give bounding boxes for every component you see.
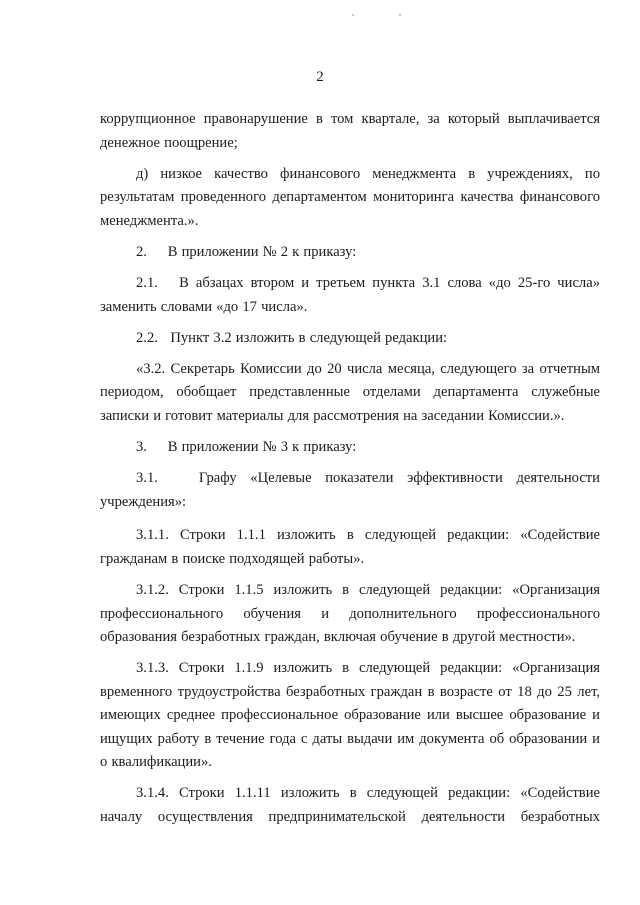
paragraph-3-1-4: 3.1.4. Строки 1.1.11 изложить в следующей редакции: «Содействие началу осуществления предпринимательской деятельности безработных bbox=[100, 785, 600, 825]
paragraph-3-1: 3.1. Графу «Целевые показатели эффективности деятельности учреждения»: bbox=[100, 470, 600, 510]
scan-artifact bbox=[352, 14, 354, 16]
page-number: 2 bbox=[316, 69, 324, 85]
paragraph-section-2: 2. В приложении № 2 к приказу: bbox=[136, 243, 357, 260]
paragraph-quote-3-2: «3.2. Секретарь Комиссии до 20 числа месяца, следующего за отчетным периодом, обобщает представленные отделами департамента служебные записки и готовит материалы для рассмотрения на заседании Комиссии.». bbox=[100, 360, 600, 424]
paragraph-2-1: 2.1. В абзацах втором и третьем пункта 3.1 слова «до 25-го числа» заменить словами «до 17 числа». bbox=[100, 275, 600, 315]
paragraph-2-2: 2.2. Пункт 3.2 изложить в следующей редакции: bbox=[136, 329, 448, 346]
paragraph-continuation: коррупционное правонарушение в том квартале, за который выплачивается денежное поощрение; bbox=[100, 111, 600, 151]
paragraph-3-1-2: 3.1.2. Строки 1.1.5 изложить в следующей редакции: «Организация профессионального обучения и дополнительного профессионального образования безработных граждан, включая обучение в другой местности». bbox=[100, 582, 600, 645]
paragraph-item-d: д) низкое качество финансового менеджмента в учреждениях, по результатам проведенного департаментом мониторинга качества финансового менеджмента.». bbox=[100, 165, 600, 229]
document-body bbox=[100, 108, 600, 829]
paragraph-3-1-1: 3.1.1. Строки 1.1.1 изложить в следующей редакции: «Содействие гражданам в поиске подходящей работы». bbox=[100, 527, 600, 567]
scan-artifact bbox=[399, 14, 401, 16]
paragraph-3-1-3: 3.1.3. Строки 1.1.9 изложить в следующей редакции: «Организация временного трудоустройства безработных граждан в возрасте от 18 до 25 лет, имеющих среднее профессиональное образование или высшее образование и ищущих работу в течение года с даты выдачи им документа об образовании и о квалификации». bbox=[100, 660, 600, 771]
paragraph-section-3: 3. В приложении № 3 к приказу: bbox=[136, 439, 357, 456]
